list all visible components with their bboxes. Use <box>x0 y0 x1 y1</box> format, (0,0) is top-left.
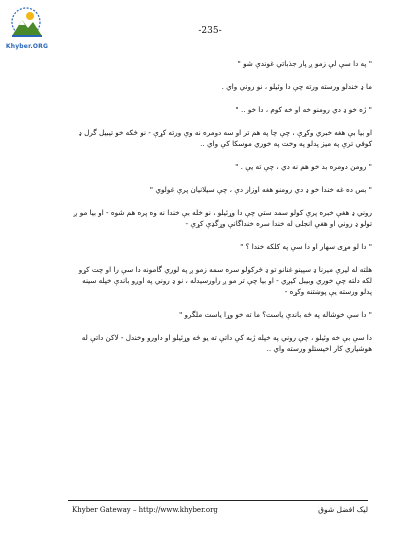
footer-author: ليک افضل شوق <box>318 505 368 514</box>
paragraph-11: دا سې بې خه وئيلو ، چې روني په خپله ژبه کې داتې ته يو څه وړئيلو او داورو وخندل - لاکن داتې له هوشياري کار اخيستلو ورسته واي .. <box>81 333 372 353</box>
paragraph-1: " په دا سې لې زمو ږ پار جذباتي غوندې شو " <box>237 59 372 68</box>
paragraph-8: " دا لو مړی سهار او دا سې په کلکه خندا ؟ " <box>240 242 372 251</box>
paragraph-4: او بيا بې هغه خبري وکړې ، چې چا په هم تر او سه دومره نه وې ورته کړې - نو څکه خو تيبيل گرل ډ کوفي ترې په ميز پدلو په وخت په خوري موسکا کې واي .. <box>78 128 372 148</box>
footer-site: Khyber Gateway – http://www.khyber.org <box>72 506 218 514</box>
page-number: -235- <box>198 26 222 36</box>
paragraph-10: " دا سې خوشاله په څه باندې ياست؟ ما ته خو وړا ياست ملگرو " <box>178 310 372 319</box>
paragraph-5: " رومن دومره بد خو هم نه دي ، چې ته يې . " <box>235 162 372 171</box>
body-text <box>72 58 372 366</box>
paragraph-9: هلته له ليرې ميرنا ډ سپينو غنانو تو ډ څرکولو سره سمه زمو ږ په لوري گامونه دا سې را او چت کړو لکه دلته چې خوري وبيبل کيږي - او بيا چې تر مو ږ راورسيدله ، نو ډ روني په اوږو باندې خپله سينه پدلو ورسته يې پوښتنه وکړه - <box>78 265 372 296</box>
paragraph-2: ما ډ خندلو ورسته ورته چې دا وئيلو ، نو روني واي . <box>221 82 372 91</box>
paragraph-6: " بس ده غه خندا خو ډ دي رومنو هغه اوزار دې ، چې سيلانيان پرې غولوي " <box>149 185 372 194</box>
paragraph-3: " ژه خو ډ دي رومنو خه او خه کوم ، دا خو .. " <box>235 105 372 114</box>
footer-divider <box>68 500 368 501</box>
paragraph-7: روني ډ هغې خبره پرې کولو سمد ستي چې دا وړئيلو ، نو خله بې خندا نه وه پره هم شوه - او بيا مو ږ تولو ډ روني او هغې انجلی له خندا سره خنداگانې وړگډې کړې - <box>73 208 372 228</box>
logo-caption: Khyber.ORG <box>5 43 49 50</box>
